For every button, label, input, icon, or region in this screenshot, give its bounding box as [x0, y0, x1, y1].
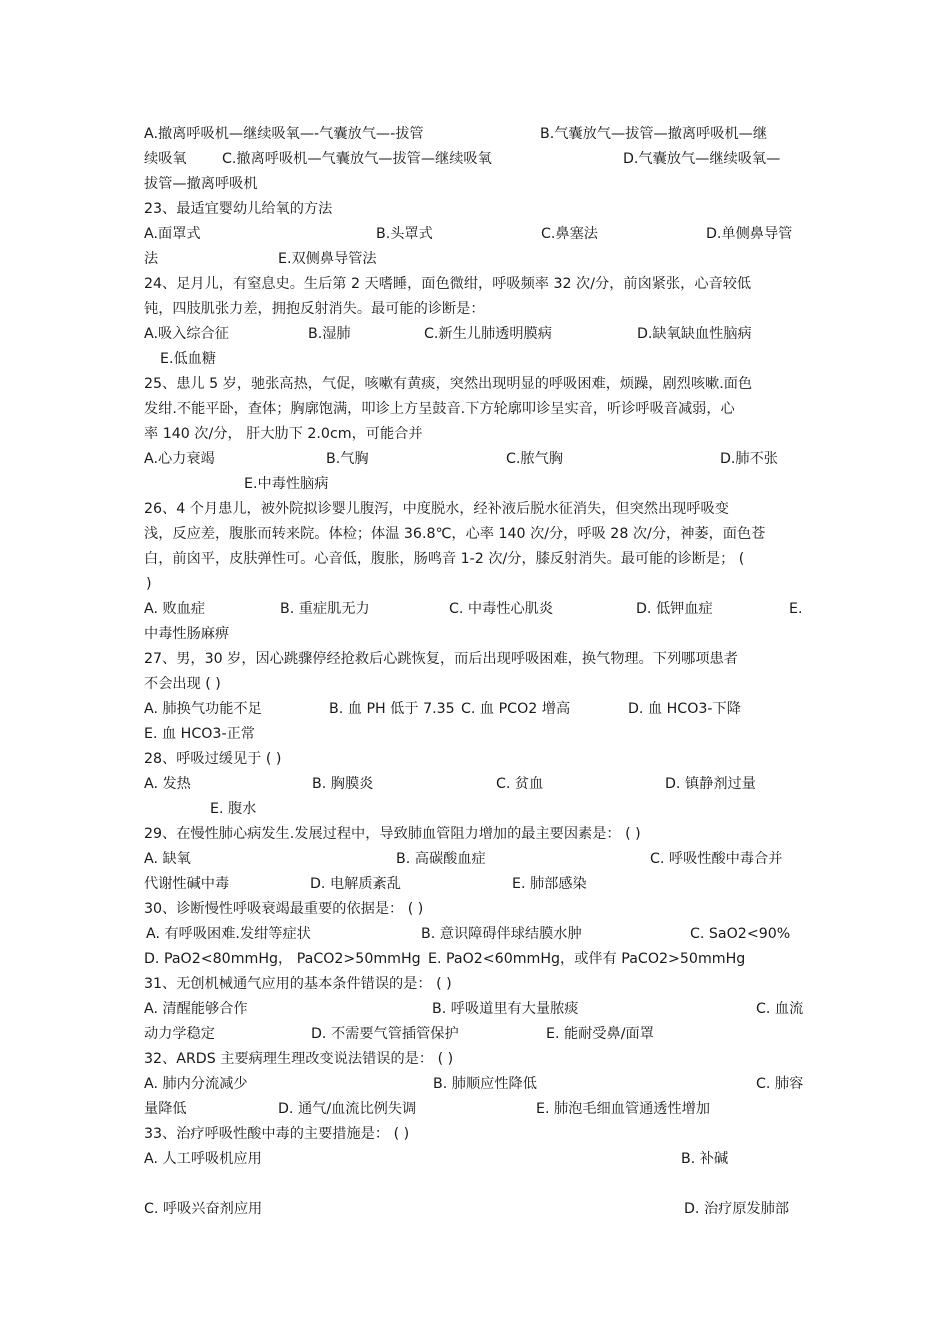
question-24-line-2: [144, 297, 808, 322]
q27-option-a: A. 肺换气功能不足: [144, 701, 262, 717]
q32-options-line-2: [144, 1097, 808, 1122]
q24-options-line-2: [144, 347, 808, 372]
q26-option-d: D. 低钾血症: [636, 601, 713, 617]
q25-option-c: C.脓气胸: [506, 451, 563, 467]
q23-option-e: E.双侧鼻导管法: [278, 251, 377, 267]
question-27-text-2: 不会出现 ( ): [144, 676, 221, 692]
question-30: [144, 897, 808, 922]
q30-option-e: E. PaO2<60mmHg，或伴有 PaCO2>50mmHg: [428, 951, 746, 967]
q26-options-line-2: [144, 622, 808, 647]
question-31: [144, 972, 808, 997]
q31-option-e: E. 能耐受鼻/面罩: [546, 1026, 654, 1042]
q26-option-e-cont: 中毒性肠麻痹: [144, 626, 230, 642]
q27-option-e: E. 血 HCO3-正常: [144, 726, 255, 742]
q32-option-d: D. 通气/血流比例失调: [278, 1101, 417, 1117]
q26-option-e: E.: [789, 601, 803, 617]
q24-option-c: C.新生儿肺透明膜病: [424, 326, 552, 342]
question-33: [144, 1122, 808, 1147]
question-24-text-2: 钝，四肢肌张力差，拥抱反射消失。最可能的诊断是：: [144, 301, 485, 317]
q25-option-b: B.气胸: [326, 451, 369, 467]
question-25-line-1: [144, 372, 808, 397]
question-28: [144, 747, 808, 772]
q31-option-d: D. 不需要气管插管保护: [311, 1026, 459, 1042]
q30-options-line-1: [144, 922, 808, 947]
question-27-line-1: [144, 647, 808, 672]
q24-option-b: B.湿肺: [308, 326, 351, 342]
q29-option-b: B. 高碳酸血症: [396, 851, 486, 867]
question-32: [144, 1047, 808, 1072]
q22-option-b: B.气囊放气—拔管—撤离呼吸机—继: [540, 126, 768, 142]
q27-option-b: B. 血 PH 低于 7.35: [329, 701, 455, 717]
q22-option-b-cont: 续吸氧: [144, 151, 187, 167]
question-27-text-1: 27、男，30 岁，因心跳骤停经抢救后心跳恢复，而后出现呼吸困难，换气物理。下列哪项患者: [144, 651, 738, 667]
question-27-line-2: [144, 672, 808, 697]
question-26-line-1: [144, 497, 808, 522]
question-23-text: 23、最适宜婴幼儿给氧的方法: [144, 201, 333, 217]
question-25-text-3: 率 140 次/分， 肝大肋下 2.0cm，可能合并: [144, 426, 423, 442]
q27-options-line-2: [144, 722, 808, 747]
q27-options-line-1: [144, 697, 808, 722]
q33-option-c: C. 呼吸兴奋剂应用: [144, 1201, 263, 1217]
q33-options-line-1: [144, 1147, 808, 1172]
q25-option-d: D.肺不张: [720, 451, 778, 467]
q33-option-d: D. 治疗原发肺部: [684, 1201, 790, 1217]
q29-option-d: D. 电解质紊乱: [310, 876, 401, 892]
q22-option-d: D.气囊放气—继续吸氧—: [623, 151, 781, 167]
q28-options-line-1: [144, 772, 808, 797]
q31-option-c-cont: 动力学稳定: [144, 1026, 215, 1042]
question-26-line-4: [144, 572, 808, 597]
q22-option-d-cont: 拔管—撤离呼吸机: [144, 176, 258, 192]
q29-options-line-1: [144, 847, 808, 872]
q23-option-d-cont: 法: [144, 251, 159, 267]
q22-options-line-1: [144, 122, 808, 147]
q31-option-c: C. 血流: [756, 1001, 804, 1017]
q33-options-line-2: [144, 1197, 808, 1222]
question-25-text-2: 发绀.不能平卧，查体；胸廓饱满，叩诊上方呈鼓音.下方轮廓叩诊呈实音，听诊呼吸音减弱，心: [144, 401, 735, 417]
q26-option-c: C. 中毒性心肌炎: [449, 601, 554, 617]
question-30-text: 30、诊断慢性呼吸衰竭最重要的依据是： ( ): [144, 901, 424, 917]
q24-option-d: D.缺氧缺血性脑病: [637, 326, 752, 342]
q22-options-line-3: [144, 172, 808, 197]
q29-option-a: A. 缺氧: [144, 851, 191, 867]
q28-option-b: B. 胸膜炎: [312, 776, 374, 792]
q23-option-b: B.头罩式: [376, 226, 433, 242]
q29-option-c: C. 呼吸性酸中毒合并: [650, 851, 783, 867]
q32-option-c-cont: 量降低: [144, 1101, 187, 1117]
q29-option-c-cont: 代谢性碱中毒: [144, 876, 230, 892]
question-26-text-1: 26、4 个月患儿，被外院拟诊婴儿腹泻，中度脱水，经补液后脱水征消失，但突然出现呼吸变: [144, 501, 729, 517]
q28-option-d: D. 镇静剂过量: [665, 776, 756, 792]
q27-option-c: C. 血 PCO2 增高: [461, 701, 571, 717]
question-32-text: 32、ARDS 主要病理生理改变说法错误的是： ( ): [144, 1051, 454, 1067]
question-25-text-1: 25、患儿 5 岁，驰张高热，气促，咳嗽有黄痰，突然出现明显的呼吸困难，烦躁，剧烈咳嗽.面色: [144, 376, 753, 392]
q30-option-d: D. PaO2<80mmHg， PaCO2>50mmHg: [144, 951, 421, 967]
q30-options-line-2: [144, 947, 808, 972]
question-26-text-4: ): [146, 576, 152, 592]
question-26-text-3: 白，前囟平，皮肤弹性可。心音低，腹胀，肠鸣音 1-2 次/分，膝反射消失。最可能的诊断是； (: [144, 551, 745, 567]
q29-options-line-2: [144, 872, 808, 897]
question-25-line-2: [144, 397, 808, 422]
q23-option-a: A.面罩式: [144, 226, 201, 242]
q23-options-line-1: [144, 222, 808, 247]
q30-option-b: B. 意识障碍伴球结膜水肿: [421, 926, 582, 942]
q26-option-b: B. 重症肌无力: [280, 601, 370, 617]
q31-options-line-2: [144, 1022, 808, 1047]
q28-options-line-2: [144, 797, 808, 822]
question-33-text: 33、治疗呼吸性酸中毒的主要措施是： ( ): [144, 1126, 410, 1142]
q22-option-c: C.撤离呼吸机—气囊放气—拔管—继续吸氧: [222, 151, 492, 167]
q23-option-d: D.单侧鼻导管: [706, 226, 793, 242]
q24-option-a: A.吸入综合征: [144, 326, 229, 342]
q32-option-a: A. 肺内分流减少: [144, 1076, 248, 1092]
question-26-line-2: [144, 522, 808, 547]
question-23: [144, 197, 808, 222]
q31-option-b: B. 呼吸道里有大量脓痰: [432, 1001, 579, 1017]
question-24-text-1: 24、足月儿，有窒息史。生后第 2 天嗜睡，面色微绀，呼吸频率 32 次/分，前囟紧张，心音较低: [144, 276, 752, 292]
q32-options-line-1: [144, 1072, 808, 1097]
q32-option-c: C. 肺容: [756, 1076, 804, 1092]
q22-options-line-2: [144, 147, 808, 172]
question-24-line-1: [144, 272, 808, 297]
q27-option-d: D. 血 HCO3-下降: [628, 701, 741, 717]
q24-option-e: E.低血糖: [160, 351, 217, 367]
q32-option-b: B. 肺顺应性降低: [433, 1076, 537, 1092]
q25-option-a: A.心力衰竭: [144, 451, 215, 467]
q23-option-c: C.鼻塞法: [541, 226, 598, 242]
q30-option-a: A. 有呼吸困难.发绀等症状: [146, 926, 311, 942]
q26-option-a: A. 败血症: [144, 601, 206, 617]
q28-option-a: A. 发热: [144, 776, 191, 792]
question-26-line-3: [144, 547, 808, 572]
question-29-text: 29、在慢性肺心病发生.发展过程中，导致肺血管阻力增加的最主要因素是： ( ): [144, 826, 641, 842]
question-29: [144, 822, 808, 847]
q31-option-a: A. 清醒能够合作: [144, 1001, 248, 1017]
q24-options-line-1: [144, 322, 808, 347]
q28-option-c: C. 贫血: [496, 776, 544, 792]
q33-option-b: B. 补碱: [681, 1151, 729, 1167]
question-28-text: 28、呼吸过缓见于 ( ): [144, 751, 282, 767]
q31-options-line-1: [144, 997, 808, 1022]
question-26-text-2: 浅，反应差，腹胀而转来院。体检；体温 36.8℃，心率 140 次/分，呼吸 28 次/分，神萎，面色苍: [144, 526, 766, 542]
q33-option-a: A. 人工呼吸机应用: [144, 1151, 262, 1167]
question-25-line-3: [144, 422, 808, 447]
q23-options-line-2: [144, 247, 808, 272]
q29-option-e: E. 肺部感染: [512, 876, 587, 892]
q25-options-line-2: [144, 472, 808, 497]
q28-option-e: E. 腹水: [210, 801, 257, 817]
question-31-text: 31、无创机械通气应用的基本条件错误的是： ( ): [144, 976, 452, 992]
q32-option-e: E. 肺泡毛细血管通透性增加: [536, 1101, 711, 1117]
q22-option-a: A.撤离呼吸机—继续吸氧—-气囊放气—-拔管: [144, 126, 424, 142]
q25-option-e: E.中毒性脑病: [244, 476, 329, 492]
q26-options-line-1: [144, 597, 808, 622]
q25-options-line-1: [144, 447, 808, 472]
q30-option-c: C. SaO2<90%: [690, 926, 791, 942]
